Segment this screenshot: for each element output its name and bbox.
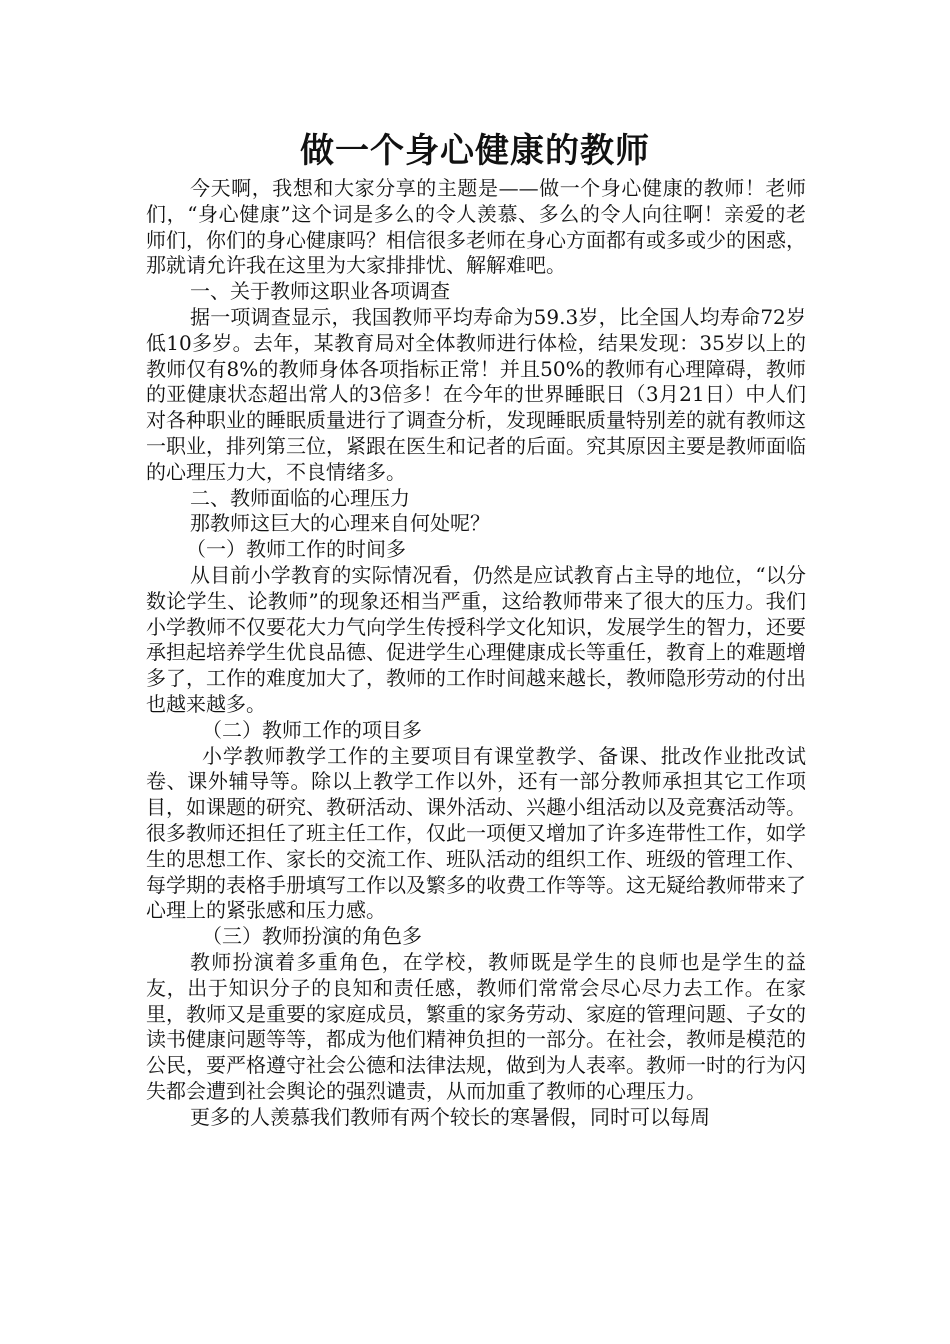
subheading-roles: （三）教师扮演的角色多 [202, 924, 422, 949]
document-title: 做一个身心健康的教师 [300, 131, 650, 171]
survey-paragraph: 据一项调查显示，我国教师平均寿命为59.3岁，比全国人均寿命72岁低10多岁。去年，某教育局对全体教师进行体检，结果发现：35岁以上的教师仅有8%的教师身体各项指标正常！并且50%的教师有心理障碍，教师的亚健康状态超出常人的3倍多！在今年的世界睡眠日（3月21日）中人们对各种职业的睡眠质量进行了调查分析，发现睡眠质量特别差的就有教师这一职业，排列第三位，紧跟在医生和记者的后面。究其原因主要是教师面临的心理压力大，不良情绪多。 [146, 304, 806, 484]
closing-paragraph: 更多的人羡慕我们教师有两个较长的寒暑假，同时可以每周 [190, 1104, 710, 1129]
intro-paragraph: 今天啊，我想和大家分享的主题是——做一个身心健康的教师！老师们，“身心健康”这个词是多么的令人羡慕、多么的令人向往啊！亲爱的老师们，你们的身心健康吗？相信很多老师在身心方面都有或多或少的困惑，那就请允许我在这里为大家排排忧、解解难吧。 [146, 176, 806, 278]
section-heading-survey: 一、关于教师这职业各项调查 [190, 279, 450, 304]
pressure-question: 那教师这巨大的心理来自何处呢？ [190, 511, 490, 536]
roles-paragraph: 教师扮演着多重角色，在学校，教师既是学生的良师也是学生的益友，出于知识分子的良知和责任感，教师们常常会尽心尽力去工作。在家里，教师又是重要的家庭成员，繁重的家务劳动、家庭的管理问题、子女的读书健康问题等等，都成为他们精神负担的一部分。在社会，教师是模范的公民，要严格遵守社会公德和法律法规，做到为人表率。教师一时的行为闪失都会遭到社会舆论的强烈谴责，从而加重了教师的心理压力。 [146, 949, 806, 1103]
subheading-items: （二）教师工作的项目多 [202, 717, 422, 742]
section-heading-pressure: 二、教师面临的心理压力 [190, 485, 410, 510]
document-body [146, 176, 806, 1130]
subheading-time: （一）教师工作的时间多 [186, 537, 406, 562]
time-paragraph: 从目前小学教育的实际情况看，仍然是应试教育占主导的地位，“以分数论学生、论教师”的现象还相当严重，这给教师带来了很大的压力。我们小学教师不仅要花大力气向学生传授科学文化知识，发展学生的智力，还要承担起培养学生优良品德、促进学生心理健康成长等重任，教育上的难题增多了，工作的难度加大了，教师的工作时间越来越长，教师隐形劳动的付出也越来越多。 [146, 562, 806, 716]
items-paragraph: 小学教师教学工作的主要项目有课堂教学、备课、批改作业批改试卷、课外辅导等。除以上教学工作以外，还有一部分教师承担其它工作项目，如课题的研究、教研活动、课外活动、兴趣小组活动以及竞赛活动等。很多教师还担任了班主任工作，仅此一项便又增加了许多连带性工作，如学生的思想工作、家长的交流工作、班队活动的组织工作、班级的管理工作、每学期的表格手册填写工作以及繁多的收费工作等等。这无疑给教师带来了心理上的紧张感和压力感。 [146, 743, 806, 923]
